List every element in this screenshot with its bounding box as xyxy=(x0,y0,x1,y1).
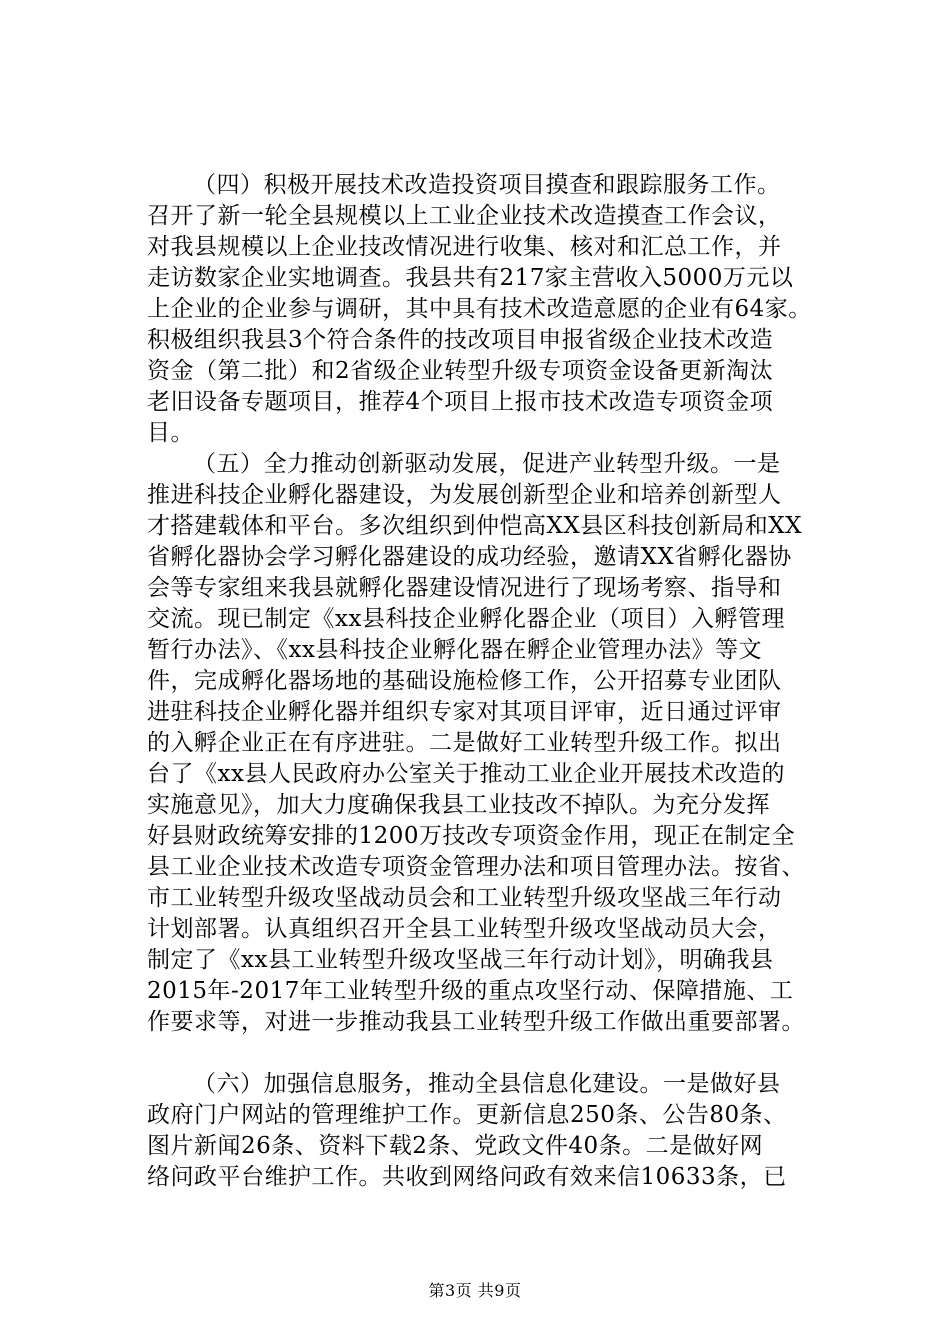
paragraph-line: 政府门户网站的管理维护工作。更新信息250条、公告80条、 xyxy=(147,1102,787,1128)
paragraph-line: 走访数家企业实地调查。我县共有217家主营收入5000万元以 xyxy=(147,265,794,291)
paragraph-line: 作要求等，对进一步推动我县工业转型升级工作做出重要部署。 xyxy=(147,1009,805,1035)
paragraph-line: 台了《xx县人民政府办公室关于推动工业企业开展技术改造的 xyxy=(147,761,785,787)
paragraph-line: 上企业的企业参与调研，其中具有技术改造意愿的企业有64家。 xyxy=(147,296,812,322)
paragraph-line: 图片新闻26条、资料下载2条、党政文件40条。二是做好网 xyxy=(147,1133,764,1159)
paragraph-line: 件，完成孵化器场地的基础设施检修工作，公开招募专业团队 xyxy=(147,668,782,694)
paragraph-line: 暂行办法》、《xx县科技企业孵化器在孵企业管理办法》等文 xyxy=(147,637,762,663)
paragraph-line: 召开了新一轮全县规模以上工业企业技术改造摸查工作会议， xyxy=(147,203,782,229)
paragraph-line: 才搭建载体和平台。多次组织到仲恺高XX县区科技创新局和XX xyxy=(147,513,802,539)
paragraph-line: 交流。现已制定《xx县科技企业孵化器企业（项目）入孵管理 xyxy=(147,606,785,632)
body-text xyxy=(147,170,847,1193)
paragraph-line: 老旧设备专题项目，推荐4个项目上报市技术改造专项资金项 xyxy=(147,389,774,415)
paragraph-line: 对我县规模以上企业技改情况进行收集、核对和汇总工作，并 xyxy=(147,234,782,260)
paragraph-line: 好县财政统筹安排的1200万技改专项资金作用，现正在制定全 xyxy=(147,823,796,849)
paragraph-line: 资金（第二批）和2省级企业转型升级专项资金设备更新淘汰 xyxy=(147,358,774,384)
paragraph-line: 省孵化器协会学习孵化器建设的成功经验，邀请XX省孵化器协 xyxy=(147,544,792,570)
paragraph-line: 络问政平台维护工作。共收到网络问政有效来信10633条，已 xyxy=(147,1164,787,1190)
paragraph-line: 目。 xyxy=(147,420,194,446)
page-number-footer: 第3页 共9页 xyxy=(428,1281,522,1300)
paragraph-line: （四）积极开展技术改造投资项目摸查和跟踪服务工作。 xyxy=(193,172,781,198)
paragraph-line: 市工业转型升级攻坚战动员会和工业转型升级攻坚战三年行动 xyxy=(147,885,782,911)
paragraph-line: 推进科技企业孵化器建设，为发展创新型企业和培养创新型人 xyxy=(147,482,782,508)
paragraph-line: 的入孵企业正在有序进驻。二是做好工业转型升级工作。拟出 xyxy=(147,730,782,756)
paragraph-line: 实施意见》，加大力度确保我县工业技改不掉队。为充分发挥 xyxy=(147,792,770,818)
paragraph-line: 2015年-2017年工业转型升级的重点攻坚行动、保障措施、工 xyxy=(147,978,794,1004)
paragraph-line: 县工业企业技术改造专项资金管理办法和项目管理办法。按省、 xyxy=(147,854,805,880)
paragraph-line: （六）加强信息服务，推动全县信息化建设。一是做好县 xyxy=(193,1071,781,1097)
paragraph-line: 计划部署。认真组织召开全县工业转型升级攻坚战动员大会， xyxy=(147,916,782,942)
paragraph-line: （五）全力推动创新驱动发展，促进产业转型升级。一是 xyxy=(193,451,781,477)
paragraph-line: 会等专家组来我县就孵化器建设情况进行了现场考察、指导和 xyxy=(147,575,782,601)
paragraph-line: 进驻科技企业孵化器并组织专家对其项目评审，近日通过评审 xyxy=(147,699,782,725)
paragraph-line: 制定了《xx县工业转型升级攻坚战三年行动计划》，明确我县 xyxy=(147,947,774,973)
paragraph-line: 积极组织我县3个符合条件的技改项目申报省级企业技术改造 xyxy=(147,327,774,353)
